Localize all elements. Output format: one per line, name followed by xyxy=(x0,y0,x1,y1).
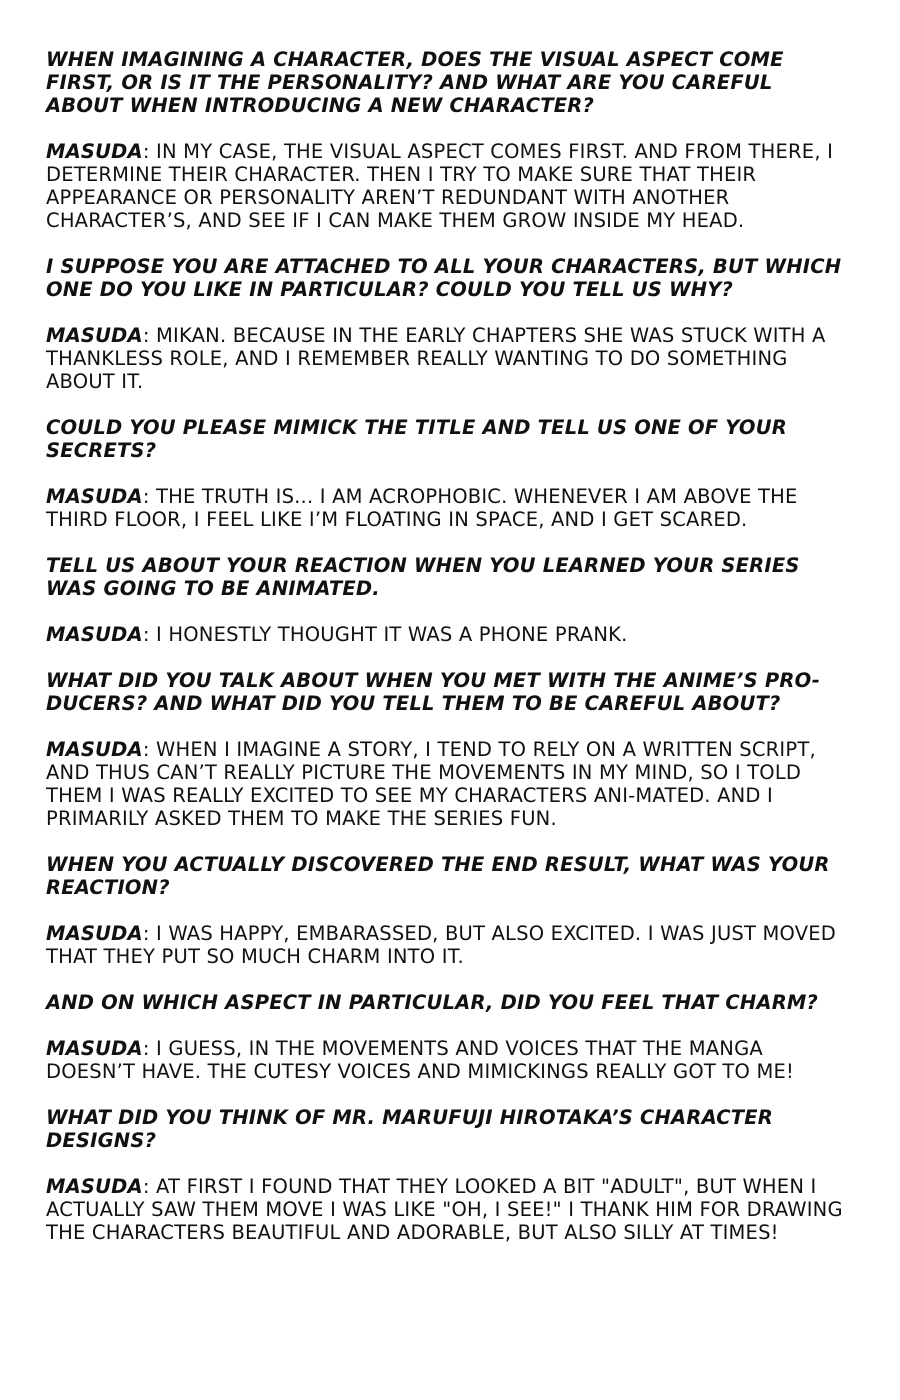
speaker-name: MASUDA xyxy=(46,922,143,945)
question-text: WHAT DID YOU TALK ABOUT WHEN YOU MET WITH THE ANIME’S PRO-DUCERS? AND WHAT DID YOU TELL THEM TO BE CAREFUL ABOUT? xyxy=(46,669,821,715)
answer-text: : I GUESS, IN THE MOVEMENTS AND VOICES THAT THE MANGA DOESN’T HAVE. THE CUTESY VOICES AND MIMICKINGS REALLY GOT TO ME! xyxy=(46,1037,795,1083)
question-text: AND ON WHICH ASPECT IN PARTICULAR, DID YOU FEEL THAT CHARM? xyxy=(46,991,819,1014)
answer-text: : MIKAN. BECAUSE IN THE EARLY CHAPTERS SHE WAS STUCK WITH A THANKLESS ROLE, AND I REMEMBER REALLY WANTING TO DO SOMETHING ABOUT IT. xyxy=(46,324,826,393)
qa-block-3 xyxy=(46,416,854,531)
qa-block-7 xyxy=(46,991,854,1083)
answer-text: : IN MY CASE, THE VISUAL ASPECT COMES FIRST. AND FROM THERE, I DETERMINE THEIR CHARACTER. THEN I TRY TO MAKE SURE THAT THEIR APPEARANCE OR PERSONALITY AREN’T REDUNDANT WITH ANOTHER CHARACTER’S, AND SEE IF I CAN MAKE THEM GROW INSIDE MY HEAD. xyxy=(46,140,834,232)
answer-paragraph xyxy=(46,1175,854,1244)
answer-paragraph xyxy=(46,922,854,968)
answer-paragraph xyxy=(46,324,854,393)
qa-block-1 xyxy=(46,48,854,232)
answer-text: : I WAS HAPPY, EMBARASSED, BUT ALSO EXCITED. I WAS JUST MOVED THAT THEY PUT SO MUCH CHARM INTO IT. xyxy=(46,922,837,968)
qa-block-4 xyxy=(46,554,854,646)
speaker-name: MASUDA xyxy=(46,140,143,163)
answer-paragraph xyxy=(46,140,854,232)
speaker-name: MASUDA xyxy=(46,738,143,761)
answer-paragraph xyxy=(46,738,854,830)
answer-paragraph xyxy=(46,485,854,531)
speaker-name: MASUDA xyxy=(46,324,143,347)
answer-paragraph xyxy=(46,1037,854,1083)
question-text: WHAT DID YOU THINK OF MR. MARUFUJI HIROTAKA’S CHARACTER DESIGNS? xyxy=(46,1106,774,1152)
answer-text: : WHEN I IMAGINE A STORY, I TEND TO RELY ON A WRITTEN SCRIPT, AND THUS CAN’T REALLY PICTURE THE MOVEMENTS IN MY MIND, SO I TOLD THEM I WAS REALLY EXCITED TO SEE MY CHARACTERS ANI-MATED. AND I PRIMARILY ASKED THEM TO MAKE THE SERIES FUN. xyxy=(46,738,816,830)
question-text: WHEN IMAGINING A CHARACTER, DOES THE VISUAL ASPECT COME FIRST, OR IS IT THE PERSONALITY? AND WHAT ARE YOU CAREFUL ABOUT WHEN INTRODUCING A NEW CHARACTER? xyxy=(46,48,784,117)
question-text: COULD YOU PLEASE MIMICK THE TITLE AND TELL US ONE OF YOUR SECRETS? xyxy=(46,416,787,462)
answer-text: : AT FIRST I FOUND THAT THEY LOOKED A BIT "ADULT", BUT WHEN I ACTUALLY SAW THEM MOVE I WAS LIKE "OH, I SEE!" I THANK HIM FOR DRAWING THE CHARACTERS BEAUTIFUL AND ADORABLE, BUT ALSO SILLY AT TIMES! xyxy=(46,1175,843,1244)
qa-block-5 xyxy=(46,669,854,830)
speaker-name: MASUDA xyxy=(46,1175,143,1198)
question-text: TELL US ABOUT YOUR REACTION WHEN YOU LEARNED YOUR SERIES WAS GOING TO BE ANIMATED. xyxy=(46,554,800,600)
qa-block-2 xyxy=(46,255,854,393)
qa-block-6 xyxy=(46,853,854,968)
interview-page xyxy=(46,48,854,1244)
qa-block-8 xyxy=(46,1106,854,1244)
answer-text: : THE TRUTH IS... I AM ACROPHOBIC. WHENEVER I AM ABOVE THE THIRD FLOOR, I FEEL LIKE I’M FLOATING IN SPACE, AND I GET SCARED. xyxy=(46,485,798,531)
answer-text: : I HONESTLY THOUGHT IT WAS A PHONE PRANK. xyxy=(142,623,628,646)
speaker-name: MASUDA xyxy=(46,623,143,646)
question-text: WHEN YOU ACTUALLY DISCOVERED THE END RESULT, WHAT WAS YOUR REACTION? xyxy=(46,853,830,899)
speaker-name: MASUDA xyxy=(46,485,143,508)
speaker-name: MASUDA xyxy=(46,1037,143,1060)
answer-paragraph xyxy=(46,623,854,646)
question-text: I SUPPOSE YOU ARE ATTACHED TO ALL YOUR CHARACTERS, BUT WHICH ONE DO YOU LIKE IN PARTICULAR? COULD YOU TELL US WHY? xyxy=(46,255,842,301)
